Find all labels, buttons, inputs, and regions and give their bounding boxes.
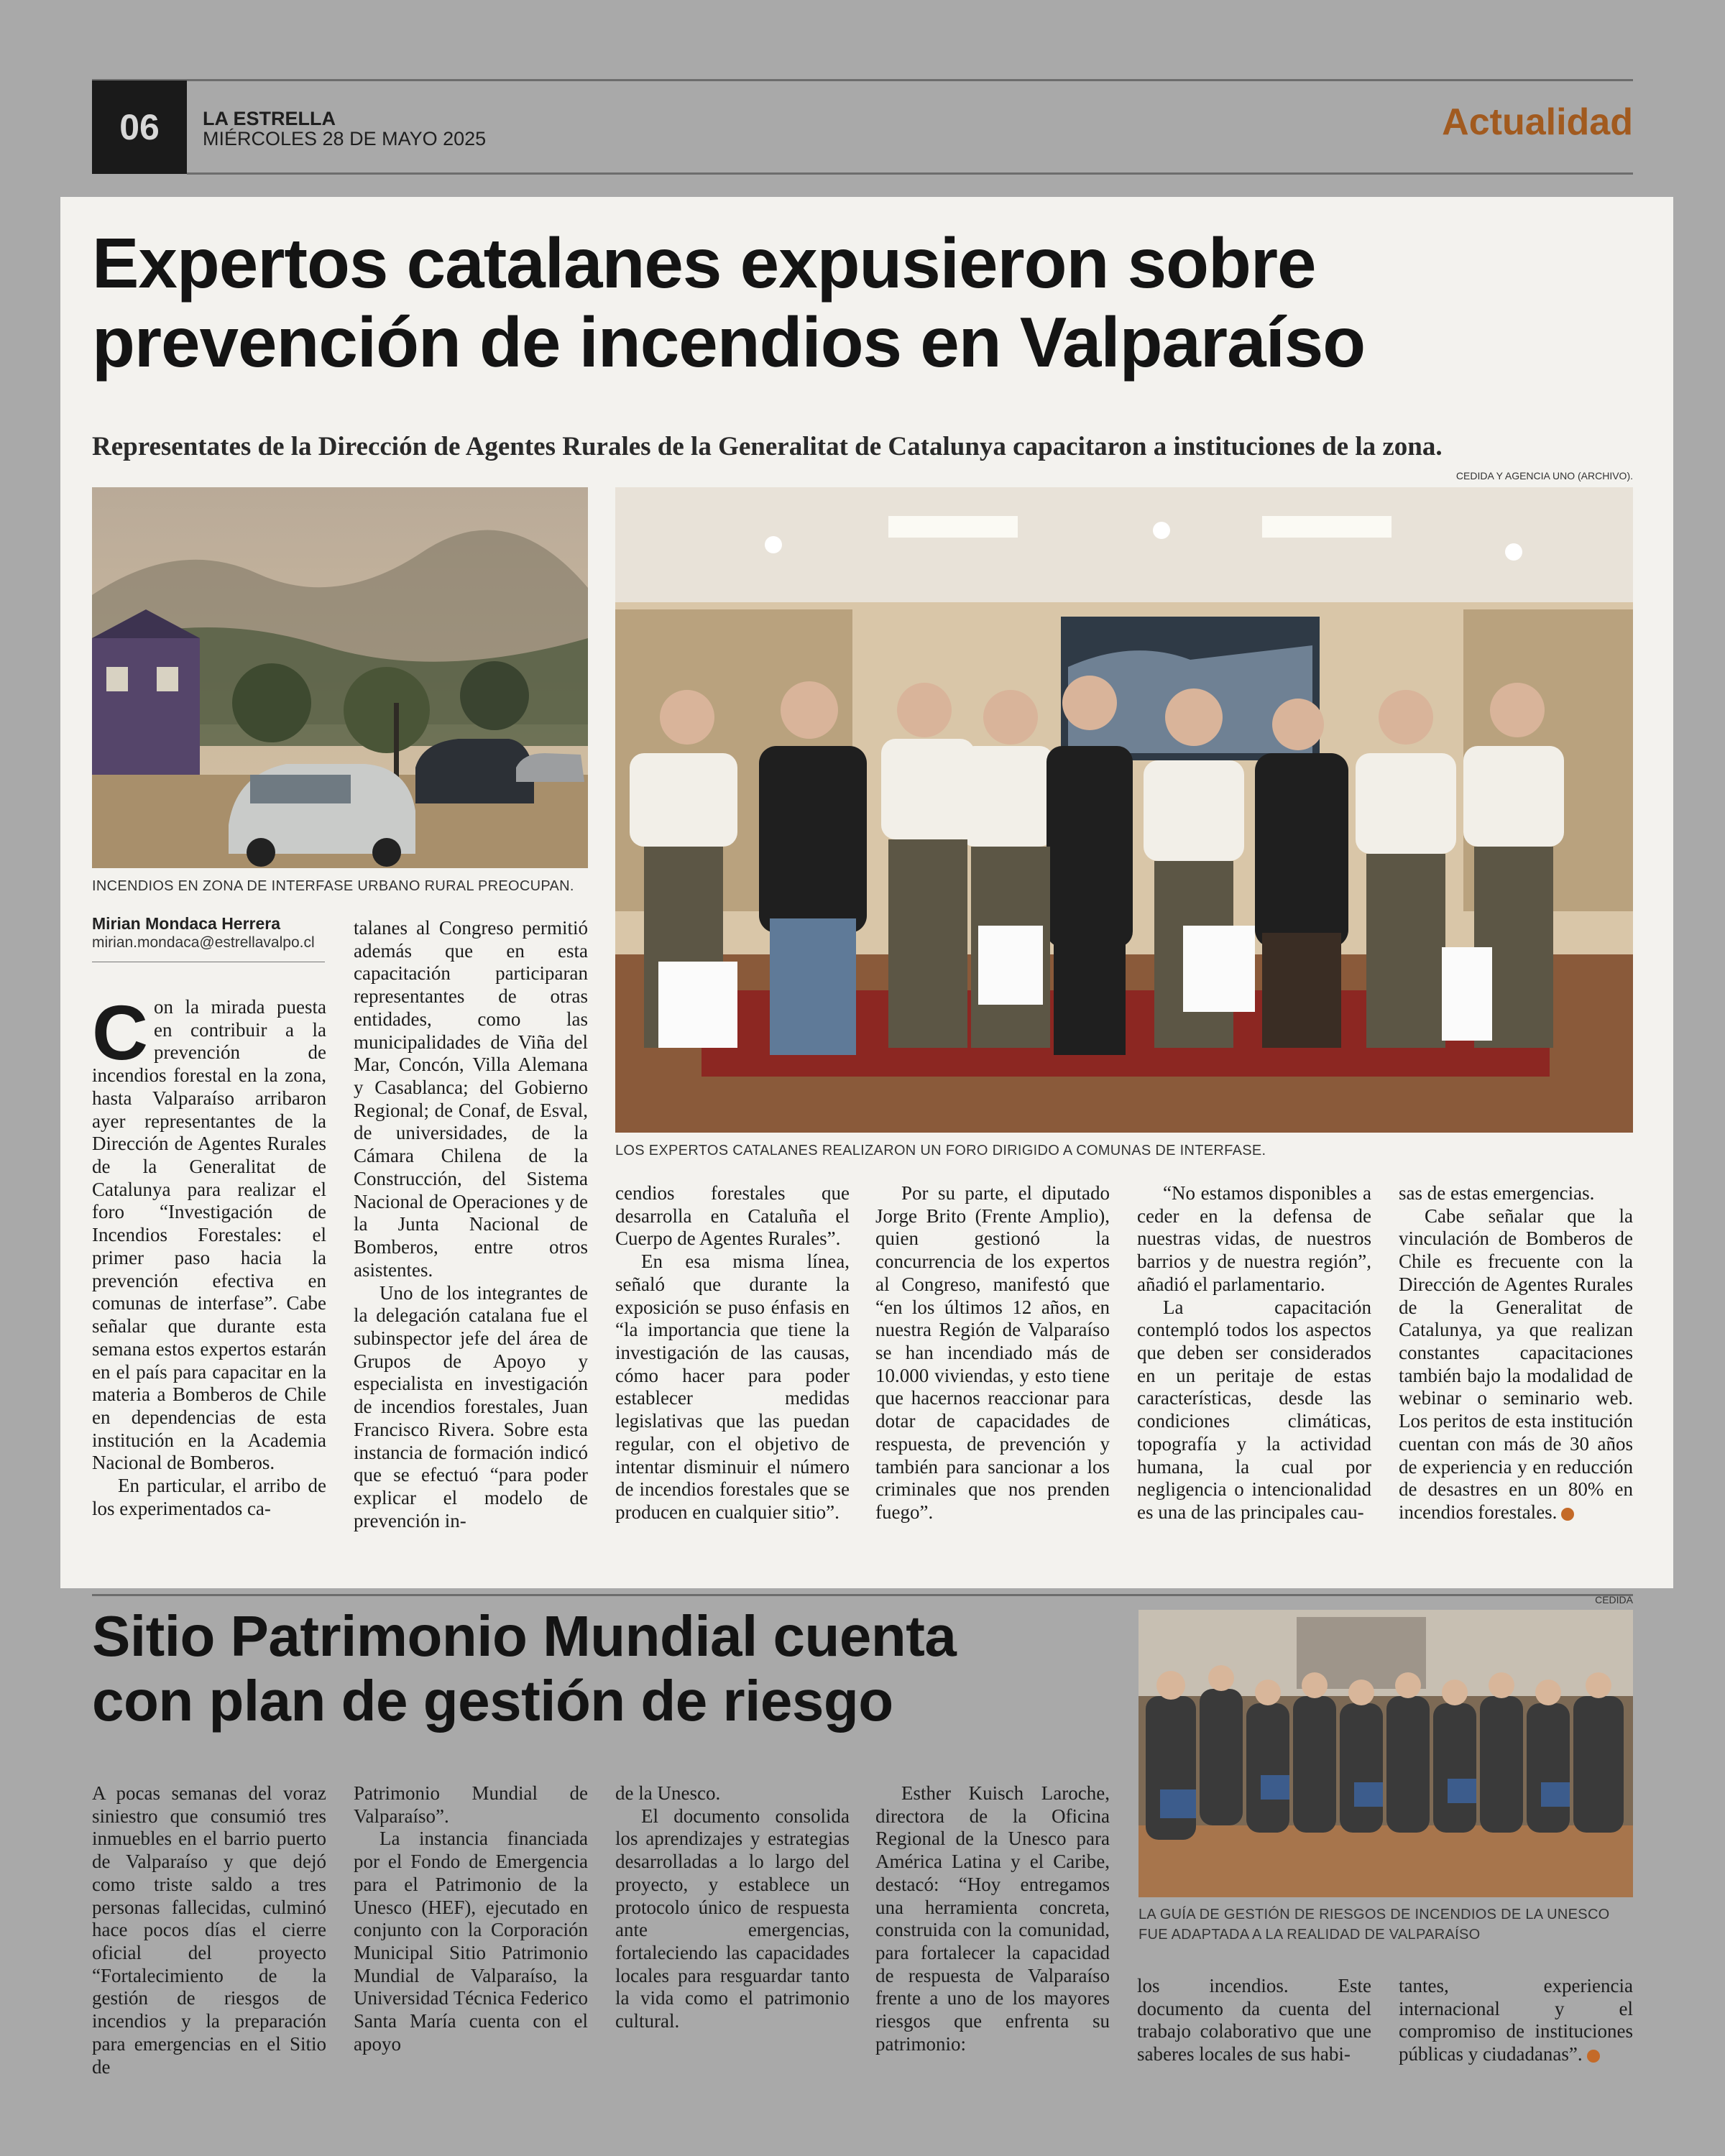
paragraph: Por su parte, el diputado Jorge Brito (Frente Amplio), quien gestionó la concurrencia de los expertos al Congreso, manifestó que “en los últimos 12 años, en nuestra Región de Valparaíso se han incendiado más de 10.000 viviendas, y esto tiene que hacernos reaccionar para dotar de capacidades de respuesta, de prevención y también para sancionar a los criminales que nos prenden fuego”. [875, 1182, 1110, 1524]
paragraph: Esther Kuisch Laroche, directora de la Oficina Regional de la Unesco para América Latina y el Caribe, destacó: “Hoy entregamos una herramienta concreta, construida con la comunidad, para fortalecer la capacidad de respuesta de Valparaíso frente a uno de los mayores riesgos que enfrenta su patrimonio: [875, 1782, 1110, 2055]
paragraph: sas de estas emergencias. [1399, 1182, 1595, 1204]
paragraph: En particular, el arribo de los experimentados ca- [92, 1475, 326, 1519]
article2-column-2 [354, 1782, 588, 2056]
author-email: mirian.mondaca@estrellavalpo.cl [92, 934, 315, 951]
article2-column-4 [875, 1782, 1110, 2056]
article2-column-6 [1399, 1975, 1633, 2066]
header-rule [187, 172, 1633, 175]
paragraph: Cabe señalar que la vinculación de Bomberos de Chile es frecuente con la Dirección de Agentes Rurales de la Generalitat de Catalunya, ya que realizan constantes capacitaciones también bajo la modalidad de webinar o seminario web. Los peritos de esta institución cuentan con más de 30 años de experiencia y en reducción de desastres en un 80% en incendios forestales. [1399, 1204, 1633, 1524]
newspaper-name: LA ESTRELLA [203, 108, 336, 129]
article-column-1 [92, 989, 326, 1521]
page-number: 06 [92, 80, 187, 174]
top-rule [92, 79, 1633, 81]
photo-credit: CEDIDA Y AGENCIA UNO (ARCHIVO). [1455, 470, 1633, 482]
paragraph: los incendios. Este documento da cuenta del trabajo colaborativo que une saberes locales de sus habi- [1137, 1975, 1371, 2065]
headline-line-1: Expertos catalanes expusieron sobre [92, 224, 1316, 303]
article2-headline [92, 1604, 1113, 1733]
group-photo [615, 487, 1633, 1133]
paragraph: El documento consolida los aprendizajes y estrategias desarrolladas a lo largo del proyecto, y establece un protocolo único de respuesta ante emergencias, fortaleciendo las capacidades locales para resguardar tanto la vida como el patrimonio cultural. [615, 1805, 850, 2032]
headline-line-2: con plan de gestión de riesgo [92, 1668, 893, 1733]
article-column-3 [615, 1182, 850, 1524]
end-mark-icon [1561, 1508, 1574, 1521]
photo-caption-big: LOS EXPERTOS CATALANES REALIZARON UN FORO DIRIGIDO A COMUNAS DE INTERFASE. [615, 1143, 1266, 1158]
drop-cap: C [92, 989, 148, 1076]
headline-line-1: Sitio Patrimonio Mundial cuenta [92, 1604, 957, 1668]
paragraph: La instancia financiada por el Fondo de Emergencia para el Patrimonio de la Unesco (HEF), ejecutado en conjunto con la Corporación Municipal Sitio Patrimonio Mundial de Valparaíso, la Universidad Técnica Federico Santa María cuenta con el apoyo [354, 1828, 588, 2055]
article-column-2 [354, 917, 588, 1532]
article2-column-5 [1137, 1975, 1371, 2066]
article-deck: Representates de la Dirección de Agentes Rurales de la Generalitat de Catalunya capacitaron a instituciones de la zona. [92, 432, 1443, 461]
section-label: Actualidad [1442, 101, 1633, 143]
photo-caption-3 [1138, 1904, 1634, 1945]
paragraph: cendios forestales que desarrolla en Cataluña el Cuerpo de Agentes Rurales”. [615, 1182, 850, 1250]
paragraph: tantes, experiencia internacional y el compromiso de instituciones públicas y ciudadanas”. [1399, 1975, 1633, 2065]
paragraph: Uno de los integrantes de la delegación catalana fue el subinspector jefe del área de Grupos de Apoyo y especialista en investigación de incendios forestales, Juan Francisco Rivera. Sobre esta instancia de formación indicó que se efectuó “para poder explicar el modelo de prevención in- [354, 1281, 588, 1531]
article-column-4 [875, 1182, 1110, 1524]
end-mark-icon [1587, 2050, 1600, 2063]
article-headline [92, 224, 1637, 382]
unesco-group-photo [1138, 1610, 1633, 1897]
caption-line-2: FUE ADAPTADA A LA REALIDAD DE VALPARAÍSO [1138, 1927, 1481, 1943]
photo-credit-2: CEDIDA [1595, 1594, 1633, 1606]
paragraph: de la Unesco. [615, 1782, 721, 1804]
paragraph: on la mirada puesta en contribuir a la prevención de incendios forestal en la zona, hasta Valparaíso arribaron ayer representantes de la Dirección de Agentes Rurales de la Generalitat de Catalunya para realizar el foro “Investigación de Incendios Forestales: el primer paso hacia la prevención efectiva en comunas de interfase”. Cabe señalar que durante esta semana estos expertos estarán en el país para capacitar en la materia a Bomberos de Chile en dependencias de esta institución en la Academia Nacional de Bomberos. [92, 996, 326, 1474]
author-name: Mirian Mondaca Herrera [92, 914, 281, 933]
paragraph: A pocas semanas del voraz siniestro que consumió tres inmuebles en el barrio puerto de Valparaíso y que dejó como triste saldo a tres personas fallecidas, culminó hace pocos días el cierre oficial del proyecto “Fortalecimiento de la gestión de riesgos de incendios y la preparación para emergencias en el Sitio de [92, 1782, 326, 2078]
photo-caption-small: INCENDIOS EN ZONA DE INTERFASE URBANO RURAL PREOCUPAN. [92, 878, 574, 894]
paragraph: “No estamos disponibles a ceder en la defensa de nuestras vidas, de nuestros barrios y de nuestra región”, añadió el parlamentario. [1137, 1182, 1371, 1295]
headline-line-2: prevención de incendios en Valparaíso [92, 302, 1366, 382]
paragraph: En esa misma línea, señaló que durante la exposición se puso énfasis en “la importancia que tiene la investigación de las causas, cómo hacer para poder establecer medidas legislativas que las puedan regular, con el objetivo de intentar disminuir el número de incendios forestales que se producen en cualquier sitio”. [615, 1250, 850, 1524]
paragraph: talanes al Congreso permitió además que en esta capacitación participaran representantes de otras entidades, como las municipalidades de Viña del Mar, Concón, Villa Alemana y Casablanca; del Gobierno Regional; de Conaf, de Esval, de universidades, de la Cámara Chilena de la Construcción, del Sistema Nacional de Operaciones y de la Junta Nacional de Bomberos, entre otros asistentes. [354, 917, 588, 1281]
article-column-5 [1137, 1182, 1371, 1524]
article2-column-1 [92, 1782, 326, 2078]
article2-column-3 [615, 1782, 850, 2033]
issue-date: MIÉRCOLES 28 DE MAYO 2025 [203, 128, 487, 149]
caption-line-1: LA GUÍA DE GESTIÓN DE RIESGOS DE INCENDIOS DE LA UNESCO [1138, 1907, 1610, 1922]
paragraph: La capacitación contempló todos los aspectos que deben ser considerados en un peritaje de estas características, desde las condiciones climáticas, topografía y la actividad humana, la cual por negligencia o intencionalidad es una de las principales cau- [1137, 1296, 1371, 1524]
article-column-6 [1399, 1182, 1633, 1524]
paragraph: Patrimonio Mundial de Valparaíso”. [354, 1782, 588, 1827]
article-divider [92, 1594, 1633, 1596]
wildfire-photo [92, 487, 588, 868]
